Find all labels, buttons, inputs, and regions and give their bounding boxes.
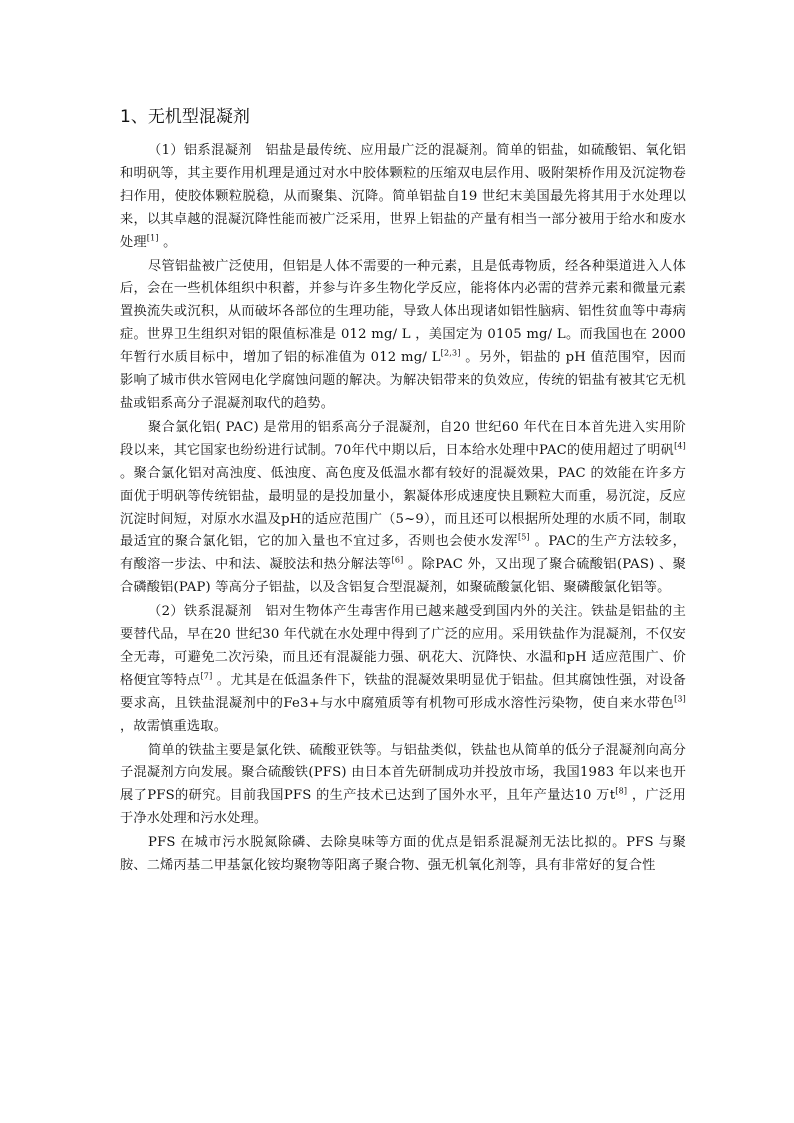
paragraph-pac [120, 417, 686, 600]
text-run: PFS 在城市污水脱氮除磷、去除臭味等方面的优点是铝系混凝剂无法比拟的。PFS 与聚胺、二烯丙基二甲基氯化铵均聚物等阳离子聚合物、强无机氧化剂等，具有非常好的复合性 [120, 835, 686, 874]
citation: [3] [674, 694, 686, 704]
citation: [1] [146, 233, 159, 243]
text-run: 。另外，铝盐的 pH 值范围窄，因而影响了城市供水管网电化学腐蚀问题的解决。为解决铝带来的负效应，传统的铝盐有被其它无机盐或铝系高分子混凝剂取代的趋势。 [120, 350, 686, 411]
citation: [4] [674, 441, 686, 451]
text-run: 尽管铝盐被广泛使用，但铝是人体不需要的一种元素，且是低毒物质，经各种渠道进入人体后，会在一些机体组织中积蓄，并参与许多生物化学反应，能将体内必需的营养元素和微量元素置换流失或沉积，从而破坏各部位的生理功能，导致人体出现诸如铝性脑病、铝性贫血等中毒病症。世界卫生组织对铝的限值标准是 012 mg/ L ，美国定为 0105 mg/ L。而我国也在 2000 年暂行水质目标中，增加了铝的标准值为 012 mg/ L [120, 258, 686, 366]
text-run: 。除PAC 外，又出现了聚合硫酸铝(PAS) 、聚合磷酸铝(PAP) 等高分子铝盐，以及含铝复合型混凝剂，如聚硫酸氯化铝、聚磷酸氯化铝等。 [120, 557, 686, 596]
text-run: 简单的铁盐主要是氯化铁、硫酸亚铁等。与铝盐类似，铁盐也从简单的低分子混凝剂向高分子混凝剂方向发展。聚合硫酸铁(PFS) 由日本首先研制成功并投放市场，我国1983 年以来也开展了PFS的研究。目前我国PFS 的生产技术已达到了国外水平，且年产量达10 万t [120, 742, 686, 804]
citation: [7] [200, 671, 213, 681]
citation: [2,3] [440, 348, 461, 358]
text-run: ，故需慎重选取。 [120, 718, 228, 734]
body-text [120, 140, 686, 878]
text-run: 聚合氯化铝( PAC) 是常用的铝系高分子混凝剂，自20 世纪60 年代在日本首先进入实用阶段以来，其它国家也纷纷进行试制。70年代中期以后，日本给水处理中PAC的使用超过了明矾 [120, 419, 686, 458]
text-run: 。聚合氯化铝对高浊度、低浊度、高色度及低温水都有较好的混凝效果，PAC 的效能在许多方面优于明矾等传统铝盐，最明显的是投加量小，絮凝体形成速度快且颗粒大而重，易沉淀，反应沉淀时间短，对原水水温及pH的适应范围广（5~9），而且还可以根据所处理的水质不同，制取最适宜的聚合氯化铝，它的加入量也不宜过多，否则也会使水发浑 [120, 465, 686, 550]
citation: [8] [615, 786, 628, 796]
text-run: 。 [158, 234, 177, 250]
citation: [5] [517, 533, 530, 543]
paragraph-aluminum-coagulant [120, 140, 686, 255]
text-run: （1）铝系混凝剂 铝盐是最传统、应用最广泛的混凝剂。简单的铝盐，如硫酸铝、氧化铝和明矾等，其主要作用机理是通过对水中胶体颗粒的压缩双电层作用、吸附架桥作用及沉淀物卷扫作用，使胶体颗粒脱稳，从而聚集、沉降。简单铝盐自19 世纪末美国最先将其用于水处理以来，以其卓越的混凝沉降性能而被广泛采用，世界上铝盐的产量有相当一部分被用于给水和废水处理 [120, 143, 686, 250]
paragraph-iron-salts [120, 740, 686, 832]
text-run: 。PAC的生产方法较多，有酸溶一步法、中和法、凝胶法和热分解法等 [120, 534, 686, 573]
paragraph-pfs [120, 832, 686, 878]
paragraph-aluminum-toxicity [120, 256, 686, 416]
paragraph-iron-coagulant [120, 601, 686, 738]
text-run: （2）铁系混凝剂 铝对生物体产生毒害作用已越来越受到国内外的关注。铁盐是铝盐的主要替代品，早在20 世纪30 年代就在水处理中得到了广泛的应用。采用铁盐作为混凝剂，不仅安全无毒，可避免二次污染，而且还有混凝能力强、矾花大、沉降快、水温和pH 适应范围广、价格便宜等特点 [120, 604, 686, 688]
section-heading: 1、无机型混凝剂 [120, 107, 250, 127]
citation: [6] [391, 555, 404, 565]
text-run: 。尤其是在低温条件下，铁盐的混凝效果明显优于铝盐。但其腐蚀性强，对设备要求高，且铁盐混凝剂中的Fe3+与水中腐殖质等有机物可形成水溶性污染物，使自来水带色 [120, 672, 687, 711]
text-run: ，广泛用于净水处理和污水处理。 [120, 788, 686, 827]
